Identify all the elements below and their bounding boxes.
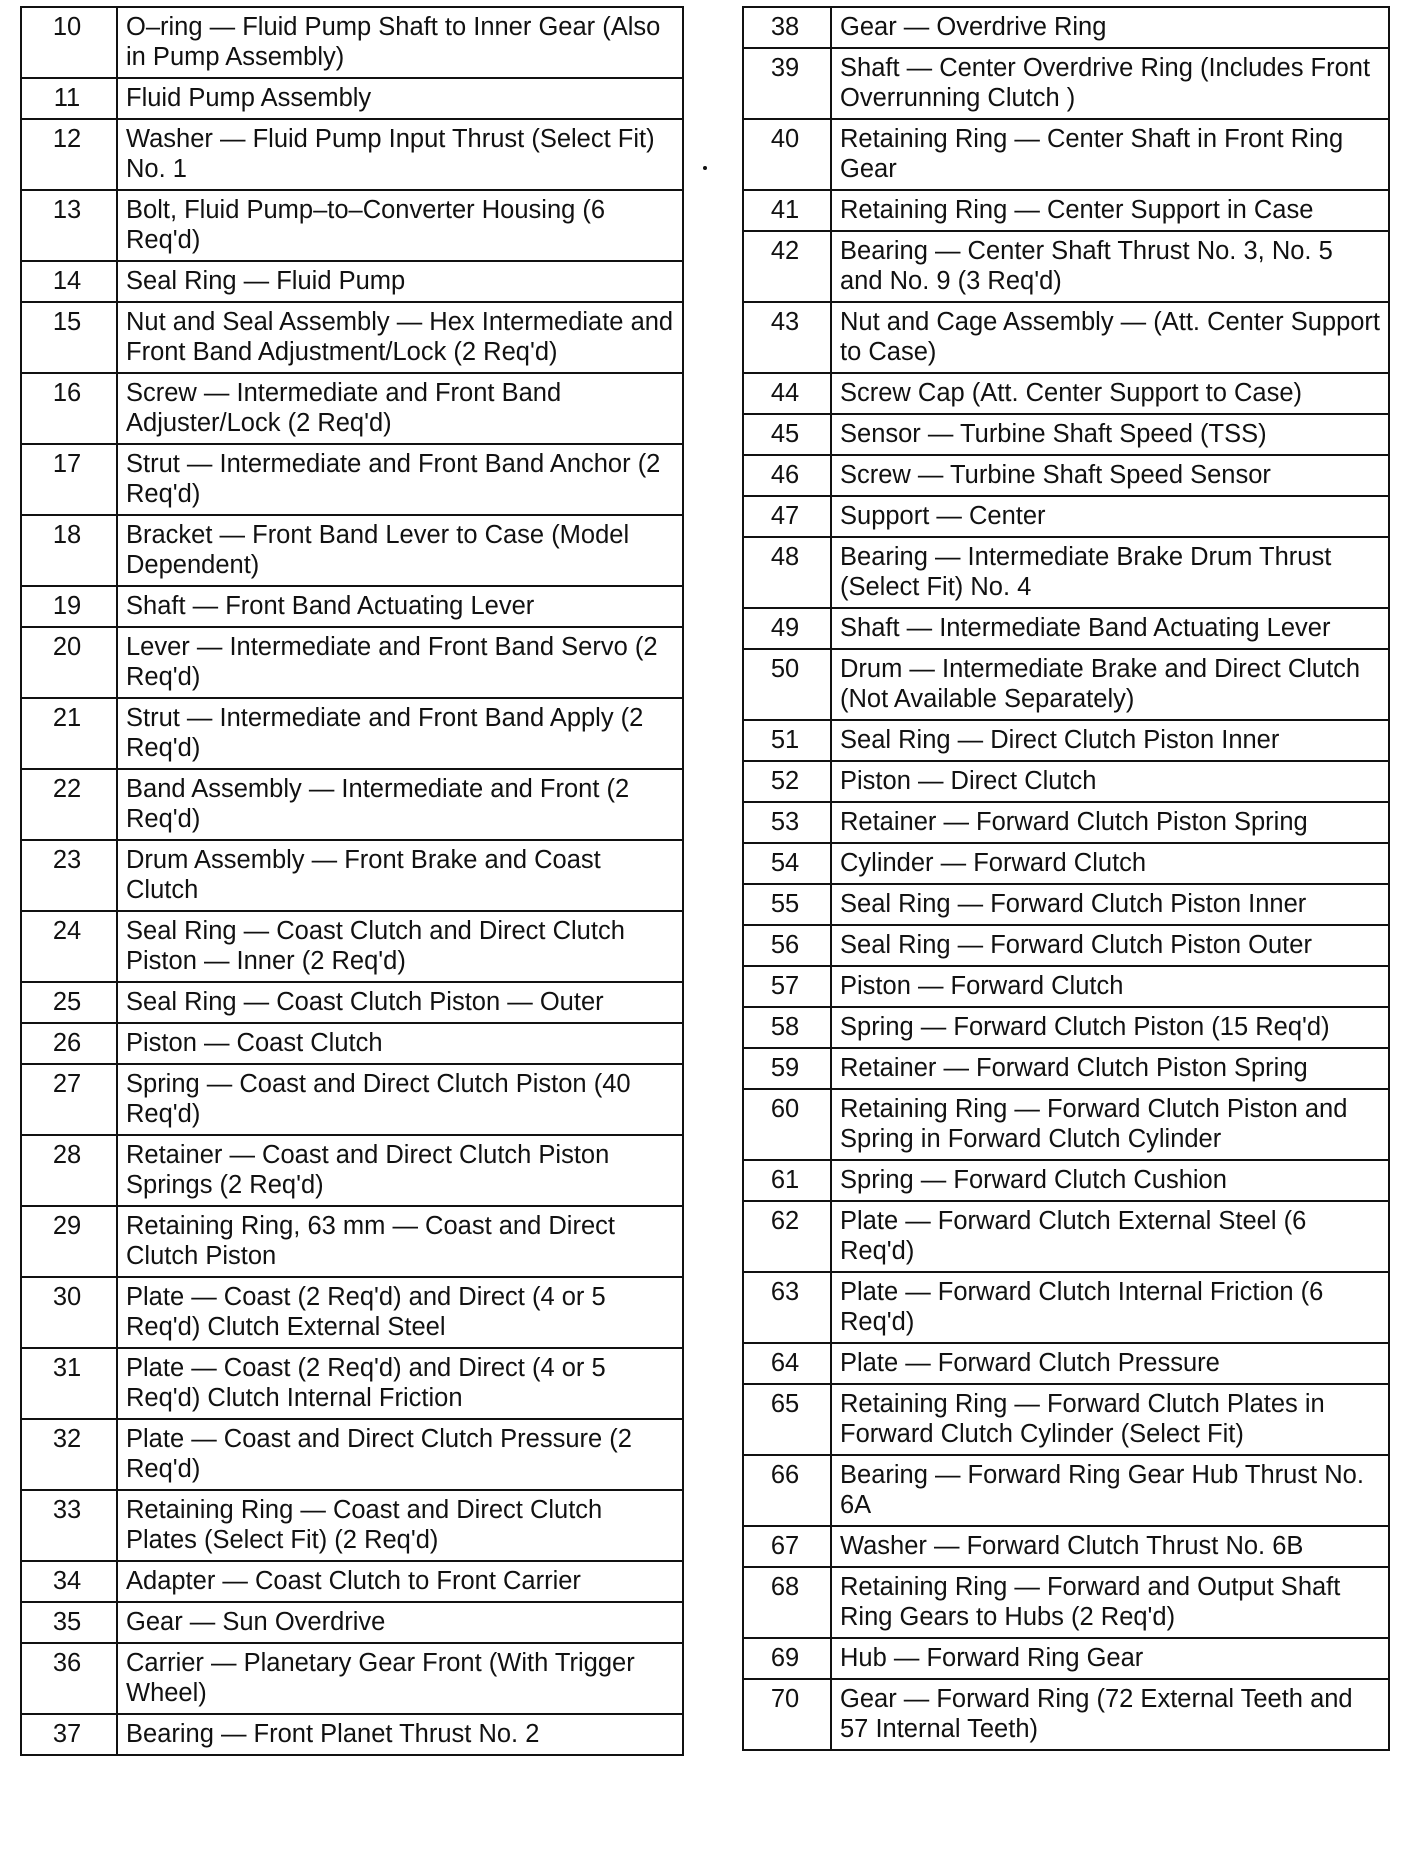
part-number: 43 xyxy=(743,302,831,373)
part-description: Piston — Coast Clutch xyxy=(117,1023,683,1064)
part-description: Seal Ring — Direct Clutch Piston Inner xyxy=(831,720,1389,761)
table-row xyxy=(21,515,683,586)
table-row xyxy=(21,1135,683,1206)
part-number: 51 xyxy=(743,720,831,761)
part-number: 24 xyxy=(21,911,117,982)
table-row xyxy=(21,1064,683,1135)
parts-table-left-body xyxy=(21,7,683,1755)
part-description: Seal Ring — Forward Clutch Piston Inner xyxy=(831,884,1389,925)
part-description: Retaining Ring — Center Shaft in Front Ring Gear xyxy=(831,119,1389,190)
part-number: 33 xyxy=(21,1490,117,1561)
part-description: Retainer — Forward Clutch Piston Spring xyxy=(831,1048,1389,1089)
part-number: 50 xyxy=(743,649,831,720)
part-description: Carrier — Planetary Gear Front (With Trigger Wheel) xyxy=(117,1643,683,1714)
table-row xyxy=(743,231,1389,302)
table-row xyxy=(743,843,1389,884)
part-number: 44 xyxy=(743,373,831,414)
part-number: 37 xyxy=(21,1714,117,1755)
part-number: 13 xyxy=(21,190,117,261)
part-number: 47 xyxy=(743,496,831,537)
part-number: 69 xyxy=(743,1638,831,1679)
part-description: Bracket — Front Band Lever to Case (Model Dependent) xyxy=(117,515,683,586)
table-row xyxy=(21,444,683,515)
table-row xyxy=(743,720,1389,761)
table-row xyxy=(21,261,683,302)
table-row xyxy=(21,1643,683,1714)
part-description: Nut and Cage Assembly — (Att. Center Support to Case) xyxy=(831,302,1389,373)
part-description: Adapter — Coast Clutch to Front Carrier xyxy=(117,1561,683,1602)
part-description: Seal Ring — Coast Clutch Piston — Outer xyxy=(117,982,683,1023)
table-row xyxy=(743,1201,1389,1272)
part-number: 70 xyxy=(743,1679,831,1750)
part-description: Nut and Seal Assembly — Hex Intermediate and Front Band Adjustment/Lock (2 Req'd) xyxy=(117,302,683,373)
table-row xyxy=(743,1567,1389,1638)
part-number: 48 xyxy=(743,537,831,608)
table-row xyxy=(21,698,683,769)
part-number: 34 xyxy=(21,1561,117,1602)
part-description: Bearing — Center Shaft Thrust No. 3, No. 5 and No. 9 (3 Req'd) xyxy=(831,231,1389,302)
part-description: Band Assembly — Intermediate and Front (2 Req'd) xyxy=(117,769,683,840)
part-number: 40 xyxy=(743,119,831,190)
part-number: 60 xyxy=(743,1089,831,1160)
table-row xyxy=(21,840,683,911)
table-row xyxy=(21,1490,683,1561)
part-number: 38 xyxy=(743,7,831,48)
table-row xyxy=(21,302,683,373)
part-number: 11 xyxy=(21,78,117,119)
table-row xyxy=(21,1419,683,1490)
table-row xyxy=(743,1089,1389,1160)
part-number: 46 xyxy=(743,455,831,496)
part-number: 62 xyxy=(743,1201,831,1272)
table-row xyxy=(21,373,683,444)
part-number: 28 xyxy=(21,1135,117,1206)
part-description: Shaft — Front Band Actuating Lever xyxy=(117,586,683,627)
table-row xyxy=(21,190,683,261)
table-row xyxy=(743,1160,1389,1201)
part-number: 30 xyxy=(21,1277,117,1348)
part-description: Retainer — Coast and Direct Clutch Piston Springs (2 Req'd) xyxy=(117,1135,683,1206)
table-row xyxy=(21,119,683,190)
part-number: 17 xyxy=(21,444,117,515)
part-description: Plate — Forward Clutch Pressure xyxy=(831,1343,1389,1384)
table-row xyxy=(21,627,683,698)
part-number: 41 xyxy=(743,190,831,231)
part-description: Plate — Coast (2 Req'd) and Direct (4 or 5 Req'd) Clutch Internal Friction xyxy=(117,1348,683,1419)
part-number: 54 xyxy=(743,843,831,884)
part-number: 63 xyxy=(743,1272,831,1343)
table-row xyxy=(743,537,1389,608)
table-row xyxy=(743,496,1389,537)
part-number: 36 xyxy=(21,1643,117,1714)
table-row xyxy=(21,1602,683,1643)
part-number: 25 xyxy=(21,982,117,1023)
part-description: Drum — Intermediate Brake and Direct Clutch (Not Available Separately) xyxy=(831,649,1389,720)
part-description: Strut — Intermediate and Front Band Apply (2 Req'd) xyxy=(117,698,683,769)
part-number: 39 xyxy=(743,48,831,119)
part-description: Hub — Forward Ring Gear xyxy=(831,1638,1389,1679)
table-row xyxy=(21,1277,683,1348)
part-description: Cylinder — Forward Clutch xyxy=(831,843,1389,884)
part-description: Retaining Ring — Forward and Output Shaft Ring Gears to Hubs (2 Req'd) xyxy=(831,1567,1389,1638)
part-number: 12 xyxy=(21,119,117,190)
part-description: Screw — Turbine Shaft Speed Sensor xyxy=(831,455,1389,496)
part-number: 10 xyxy=(21,7,117,78)
table-row xyxy=(743,802,1389,843)
parts-table-right xyxy=(742,6,1390,1751)
part-description: Fluid Pump Assembly xyxy=(117,78,683,119)
part-description: Retaining Ring — Center Support in Case xyxy=(831,190,1389,231)
part-number: 49 xyxy=(743,608,831,649)
table-row xyxy=(743,1272,1389,1343)
part-number: 68 xyxy=(743,1567,831,1638)
part-number: 65 xyxy=(743,1384,831,1455)
part-description: Bearing — Intermediate Brake Drum Thrust (Select Fit) No. 4 xyxy=(831,537,1389,608)
part-description: Plate — Forward Clutch Internal Friction (6 Req'd) xyxy=(831,1272,1389,1343)
part-description: Retaining Ring — Forward Clutch Piston and Spring in Forward Clutch Cylinder xyxy=(831,1089,1389,1160)
table-row xyxy=(743,608,1389,649)
part-number: 29 xyxy=(21,1206,117,1277)
part-description: Screw — Intermediate and Front Band Adjuster/Lock (2 Req'd) xyxy=(117,373,683,444)
table-row xyxy=(743,884,1389,925)
table-row xyxy=(743,966,1389,1007)
part-description: Strut — Intermediate and Front Band Anchor (2 Req'd) xyxy=(117,444,683,515)
part-description: Gear — Forward Ring (72 External Teeth and 57 Internal Teeth) xyxy=(831,1679,1389,1750)
part-number: 32 xyxy=(21,1419,117,1490)
part-description: Washer — Fluid Pump Input Thrust (Select Fit) No. 1 xyxy=(117,119,683,190)
part-description: Spring — Forward Clutch Cushion xyxy=(831,1160,1389,1201)
part-description: Screw Cap (Att. Center Support to Case) xyxy=(831,373,1389,414)
part-number: 19 xyxy=(21,586,117,627)
part-description: Plate — Forward Clutch External Steel (6 Req'd) xyxy=(831,1201,1389,1272)
part-description: Retainer — Forward Clutch Piston Spring xyxy=(831,802,1389,843)
table-row xyxy=(21,1348,683,1419)
table-row xyxy=(743,925,1389,966)
table-row xyxy=(743,1343,1389,1384)
table-row xyxy=(21,78,683,119)
part-description: Plate — Coast and Direct Clutch Pressure (2 Req'd) xyxy=(117,1419,683,1490)
table-row xyxy=(21,911,683,982)
part-number: 61 xyxy=(743,1160,831,1201)
part-description: Lever — Intermediate and Front Band Servo (2 Req'd) xyxy=(117,627,683,698)
table-row xyxy=(743,119,1389,190)
part-number: 53 xyxy=(743,802,831,843)
table-row xyxy=(743,373,1389,414)
table-row xyxy=(21,1714,683,1755)
stray-print-dot xyxy=(703,166,707,170)
part-description: Support — Center xyxy=(831,496,1389,537)
part-number: 57 xyxy=(743,966,831,1007)
parts-table-right-body xyxy=(743,7,1389,1750)
part-description: O–ring — Fluid Pump Shaft to Inner Gear (Also in Pump Assembly) xyxy=(117,7,683,78)
part-description: Retaining Ring, 63 mm — Coast and Direct Clutch Piston xyxy=(117,1206,683,1277)
part-number: 15 xyxy=(21,302,117,373)
part-number: 27 xyxy=(21,1064,117,1135)
part-number: 67 xyxy=(743,1526,831,1567)
table-row xyxy=(21,7,683,78)
table-row xyxy=(743,455,1389,496)
part-number: 23 xyxy=(21,840,117,911)
part-description: Spring — Forward Clutch Piston (15 Req'd) xyxy=(831,1007,1389,1048)
part-description: Seal Ring — Fluid Pump xyxy=(117,261,683,302)
table-row xyxy=(21,769,683,840)
part-number: 14 xyxy=(21,261,117,302)
part-description: Spring — Coast and Direct Clutch Piston (40 Req'd) xyxy=(117,1064,683,1135)
table-row xyxy=(743,302,1389,373)
part-description: Sensor — Turbine Shaft Speed (TSS) xyxy=(831,414,1389,455)
part-description: Piston — Direct Clutch xyxy=(831,761,1389,802)
part-number: 59 xyxy=(743,1048,831,1089)
part-description: Piston — Forward Clutch xyxy=(831,966,1389,1007)
part-description: Retaining Ring — Coast and Direct Clutch Plates (Select Fit) (2 Req'd) xyxy=(117,1490,683,1561)
part-description: Shaft — Center Overdrive Ring (Includes Front Overrunning Clutch ) xyxy=(831,48,1389,119)
table-row xyxy=(21,1561,683,1602)
part-number: 22 xyxy=(21,769,117,840)
part-number: 55 xyxy=(743,884,831,925)
part-number: 35 xyxy=(21,1602,117,1643)
table-row xyxy=(743,1526,1389,1567)
part-description: Bearing — Front Planet Thrust No. 2 xyxy=(117,1714,683,1755)
part-number: 16 xyxy=(21,373,117,444)
table-row xyxy=(743,761,1389,802)
table-row xyxy=(743,1048,1389,1089)
table-row xyxy=(21,982,683,1023)
part-number: 64 xyxy=(743,1343,831,1384)
part-number: 52 xyxy=(743,761,831,802)
part-number: 45 xyxy=(743,414,831,455)
part-number: 42 xyxy=(743,231,831,302)
part-description: Gear — Sun Overdrive xyxy=(117,1602,683,1643)
part-number: 20 xyxy=(21,627,117,698)
part-description: Gear — Overdrive Ring xyxy=(831,7,1389,48)
part-number: 58 xyxy=(743,1007,831,1048)
table-row xyxy=(743,190,1389,231)
table-row xyxy=(743,1384,1389,1455)
part-number: 66 xyxy=(743,1455,831,1526)
table-row xyxy=(743,1455,1389,1526)
part-number: 21 xyxy=(21,698,117,769)
part-description: Shaft — Intermediate Band Actuating Lever xyxy=(831,608,1389,649)
part-description: Seal Ring — Forward Clutch Piston Outer xyxy=(831,925,1389,966)
part-description: Plate — Coast (2 Req'd) and Direct (4 or 5 Req'd) Clutch External Steel xyxy=(117,1277,683,1348)
table-row xyxy=(743,7,1389,48)
table-row xyxy=(21,1023,683,1064)
table-row xyxy=(743,48,1389,119)
table-row xyxy=(21,1206,683,1277)
part-description: Bolt, Fluid Pump–to–Converter Housing (6 Req'd) xyxy=(117,190,683,261)
part-description: Drum Assembly — Front Brake and Coast Clutch xyxy=(117,840,683,911)
part-description: Washer — Forward Clutch Thrust No. 6B xyxy=(831,1526,1389,1567)
table-row xyxy=(743,1007,1389,1048)
table-row xyxy=(743,649,1389,720)
table-row xyxy=(743,414,1389,455)
part-description: Retaining Ring — Forward Clutch Plates in Forward Clutch Cylinder (Select Fit) xyxy=(831,1384,1389,1455)
table-row xyxy=(743,1679,1389,1750)
part-number: 18 xyxy=(21,515,117,586)
part-number: 26 xyxy=(21,1023,117,1064)
part-description: Seal Ring — Coast Clutch and Direct Clutch Piston — Inner (2 Req'd) xyxy=(117,911,683,982)
table-row xyxy=(743,1638,1389,1679)
part-number: 56 xyxy=(743,925,831,966)
table-row xyxy=(21,586,683,627)
part-description: Bearing — Forward Ring Gear Hub Thrust No. 6A xyxy=(831,1455,1389,1526)
parts-table-left xyxy=(20,6,684,1756)
part-number: 31 xyxy=(21,1348,117,1419)
